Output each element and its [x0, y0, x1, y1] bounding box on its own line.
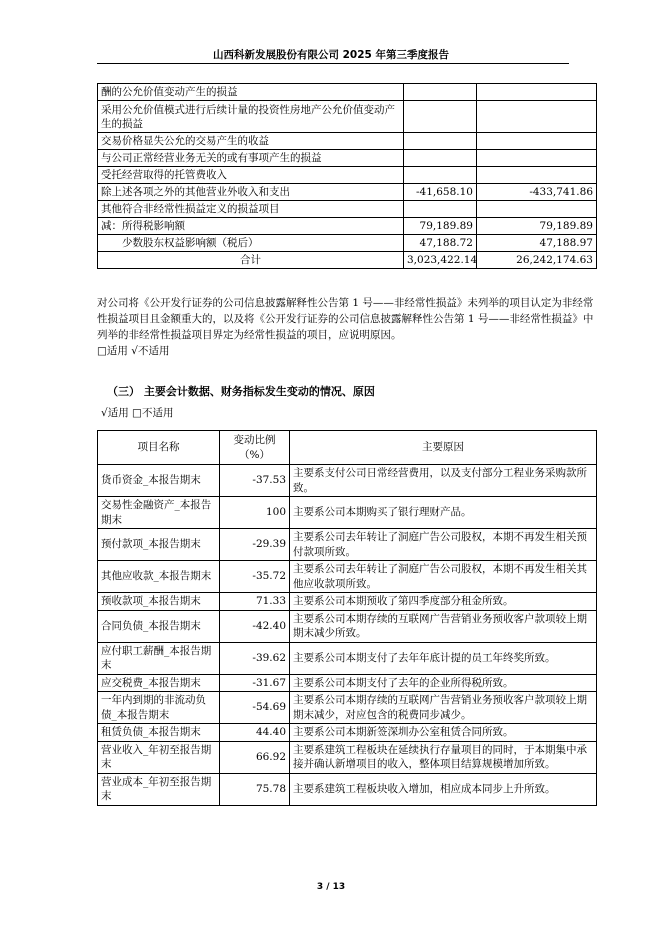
change-pct: -29.39: [220, 529, 290, 561]
section-applicability: √适用 □不适用: [101, 407, 174, 419]
change-pct: 71.33: [220, 593, 290, 611]
item-name: 其他应收款_本报告期末: [98, 561, 220, 593]
table-row: [98, 529, 597, 561]
change-reason: 主要系公司本期新签深圳办公室租赁合同所致。: [290, 724, 597, 742]
change-pct: 100: [220, 497, 290, 529]
table-row: [98, 201, 597, 218]
value-ytd: [477, 133, 597, 150]
table-row: [98, 773, 597, 805]
row-label: 其他符合非经常性损益定义的损益项目: [98, 201, 404, 218]
value-ytd: [477, 201, 597, 218]
financial-change-table: [97, 430, 597, 806]
table-row: [98, 610, 597, 642]
item-name: 应付职工薪酬_本报告期末: [98, 642, 220, 674]
item-name: 营业成本_年初至报告期末: [98, 773, 220, 805]
change-pct: -54.69: [220, 692, 290, 724]
value-period: [404, 84, 477, 101]
value-ytd: 26,242,174.63: [477, 252, 597, 269]
value-period: [404, 150, 477, 167]
change-pct: 66.92: [220, 741, 290, 773]
table-row: [98, 465, 597, 497]
item-name: 交易性金融资产_本报告期末: [98, 497, 220, 529]
change-reason: 主要系建筑工程板块在延续执行存量项目的同时，于本期集中承接并确认新增项目的收入，整体项目结算规模增加所致。: [290, 741, 597, 773]
page-number: 3 / 13: [316, 882, 346, 892]
table-row: [98, 184, 597, 201]
value-period: -41,658.10: [404, 184, 477, 201]
value-ytd: 47,188.97: [477, 235, 597, 252]
table-header-row: [98, 431, 597, 465]
header-divider: [97, 63, 569, 64]
col-header-name: 项目名称: [98, 431, 220, 465]
row-label: 除上述各项之外的其他营业外收入和支出: [98, 184, 404, 201]
table-row: [98, 674, 597, 692]
change-reason: 主要系支付公司日常经营费用，以及支付部分工程业务采购款所致。: [290, 465, 597, 497]
change-reason: 主要系公司本期支付了去年年底计提的员工年终奖所致。: [290, 642, 597, 674]
table-row: [98, 724, 597, 742]
value-ytd: -433,741.86: [477, 184, 597, 201]
value-ytd: [477, 167, 597, 184]
change-pct: -39.62: [220, 642, 290, 674]
col-header-reason: 主要原因: [290, 431, 597, 465]
change-reason: 主要系公司本期存续的互联网广告营销业务预收客户款项较上期期末减少，对应包含的税费同步减少。: [290, 692, 597, 724]
table-row: [98, 235, 597, 252]
table-row: [98, 150, 597, 167]
row-label: 与公司正常经营业务无关的或有事项产生的损益: [98, 150, 404, 167]
change-pct: 75.78: [220, 773, 290, 805]
change-pct: -37.53: [220, 465, 290, 497]
item-name: 货币资金_本报告期末: [98, 465, 220, 497]
value-period: [404, 167, 477, 184]
item-name: 预付款项_本报告期末: [98, 529, 220, 561]
table-row: [98, 497, 597, 529]
table-row: [98, 692, 597, 724]
change-reason: 主要系公司本期支付了去年的企业所得税所致。: [290, 674, 597, 692]
table-row: [98, 133, 597, 150]
table-row: [98, 741, 597, 773]
row-label: 交易价格显失公允的交易产生的收益: [98, 133, 404, 150]
value-ytd: [477, 101, 597, 133]
value-period: 3,023,422.14: [404, 252, 477, 269]
item-name: 预收款项_本报告期末: [98, 593, 220, 611]
change-pct: 44.40: [220, 724, 290, 742]
report-header-title: 山西科新发展股份有限公司 2025 年第三季度报告: [212, 49, 450, 61]
table-row: [98, 84, 597, 101]
value-period: [404, 101, 477, 133]
change-reason: 主要系公司去年转让了洞庭广告公司股权，本期不再发生相关其他应收款项所致。: [290, 561, 597, 593]
value-period: 79,189.89: [404, 218, 477, 235]
table-row: [98, 642, 597, 674]
value-ytd: [477, 150, 597, 167]
change-pct: -31.67: [220, 674, 290, 692]
table-row: [98, 167, 597, 184]
note-applicability: □适用 √不适用: [97, 345, 170, 357]
item-name: 租赁负债_本报告期末: [98, 724, 220, 742]
note-text: 对公司将《公开发行证券的公司信息披露解释性公告第 1 号——非经常性损益》未列举的项目认定为非经常性损益项目且金额重大的，以及将《公开发行证券的公司信息披露解释性公告第 1 号——非经常性损益》中列举的非经常性损益项目界定为经常性损益的项目，应说明原因。: [97, 297, 594, 341]
table-row: [98, 561, 597, 593]
table-row: [98, 218, 597, 235]
row-label: 采用公允价值模式进行后续计量的投资性房地产公允价值变动产生的损益: [98, 101, 404, 133]
change-reason: 主要系公司本期预收了第四季度部分租金所致。: [290, 593, 597, 611]
item-name: 一年内到期的非流动负债_本报告期末: [98, 692, 220, 724]
row-label: 合计: [98, 252, 404, 269]
table-row: [98, 593, 597, 611]
section-title: （三） 主要会计数据、财务指标发生变动的情况、原因: [107, 385, 375, 398]
value-ytd: 79,189.89: [477, 218, 597, 235]
row-label: 少数股东权益影响额（税后）: [98, 235, 404, 252]
table-row-total: [98, 252, 597, 269]
table-row: [98, 101, 597, 133]
change-reason: 主要系公司本期购买了银行理财产品。: [290, 497, 597, 529]
change-reason: 主要系建筑工程板块收入增加，相应成本同步上升所致。: [290, 773, 597, 805]
change-reason: 主要系公司本期存续的互联网广告营销业务预收客户款项较上期期末减少所致。: [290, 610, 597, 642]
change-pct: -35.72: [220, 561, 290, 593]
col-header-pct: 变动比例（%）: [220, 431, 290, 465]
value-period: 47,188.72: [404, 235, 477, 252]
row-label: 减：所得税影响额: [98, 218, 404, 235]
value-ytd: [477, 84, 597, 101]
change-reason: 主要系公司去年转让了洞庭广告公司股权，本期不再发生相关预付款项所致。: [290, 529, 597, 561]
item-name: 应交税费_本报告期末: [98, 674, 220, 692]
change-pct: -42.40: [220, 610, 290, 642]
row-label: 受托经营取得的托管费收入: [98, 167, 404, 184]
row-label: 酬的公允价值变动产生的损益: [98, 84, 404, 101]
non-recurring-gains-table: [97, 83, 597, 269]
item-name: 营业收入_年初至报告期末: [98, 741, 220, 773]
note-paragraph: [97, 295, 597, 359]
value-period: [404, 133, 477, 150]
item-name: 合同负债_本报告期末: [98, 610, 220, 642]
value-period: [404, 201, 477, 218]
